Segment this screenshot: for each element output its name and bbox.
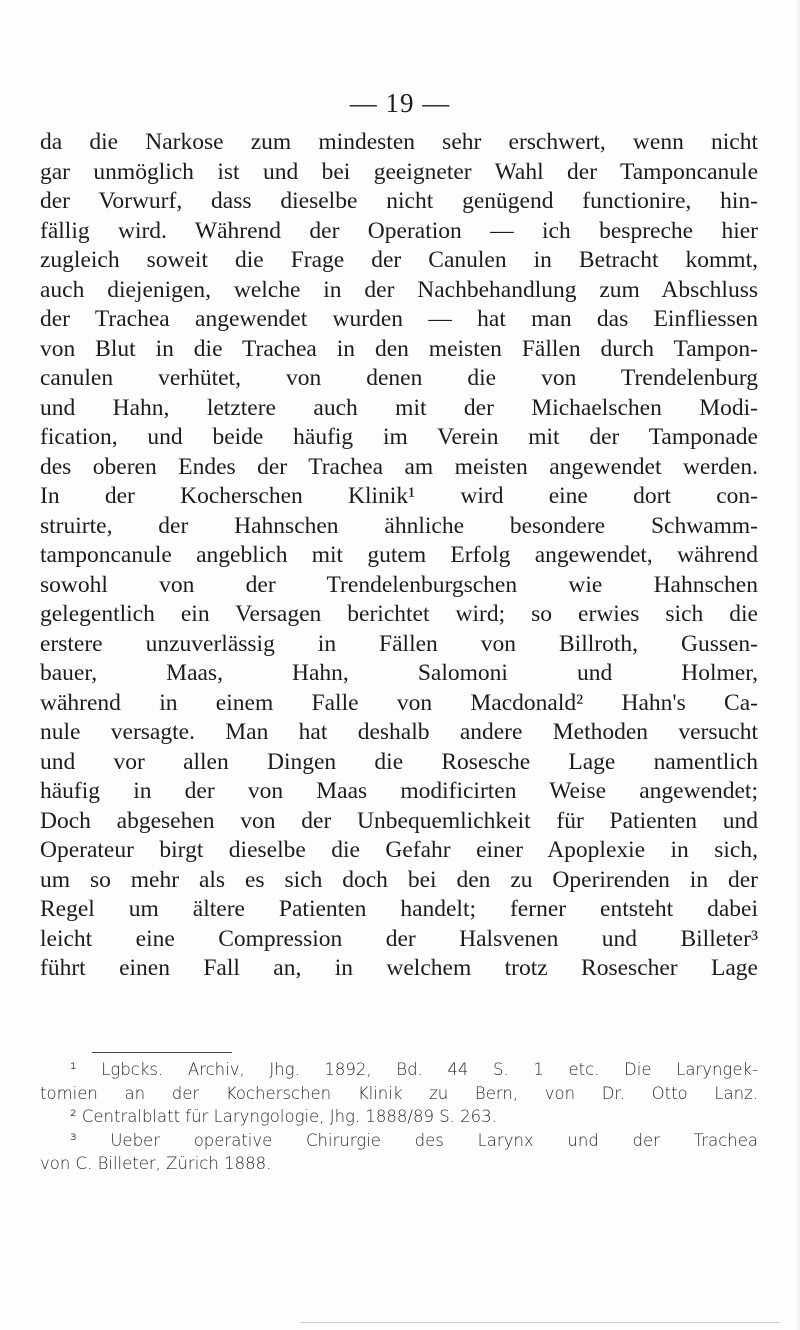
body-line: sowohl von der Trendelenburgschen wie Hahnschen xyxy=(40,571,758,598)
body-line: In der Kocherschen Klinik¹ wird eine dort con- xyxy=(40,483,758,509)
body-text xyxy=(40,128,758,984)
footnote-line: ¹ Lgbcks. Archiv, Jhg. 1892, Bd. 44 S. 1 etc. Die Laryngek- xyxy=(70,1060,758,1079)
body-line: canulen verhütet, von denen die von Trendelenburg xyxy=(40,365,758,391)
body-line: Operateur birgt dieselbe die Gefahr einer Apoplexie in sich, xyxy=(40,837,758,863)
body-line: leicht eine Compression der Halsvenen und Billeter³ xyxy=(40,925,758,952)
body-line: und Hahn, letztere auch mit der Michaelschen Modi- xyxy=(40,394,758,421)
footnote-line: von C. Billeter, Zürich 1888. xyxy=(40,1154,272,1173)
body-line: von Blut in die Trachea in den meisten Fällen durch Tampon- xyxy=(40,335,758,362)
body-line: nule versagte. Man hat deshalb andere Methoden versucht xyxy=(40,719,758,745)
footnote-line: tomien an der Kocherschen Klinik zu Bern, von Dr. Otto Lanz. xyxy=(40,1083,758,1103)
body-line: während in einem Falle von Macdonald² Hahn's Ca- xyxy=(40,689,758,716)
body-line: erstere unzuverlässig in Fällen von Billroth, Gussen- xyxy=(40,630,758,657)
scan-bottom-line xyxy=(300,1322,780,1323)
footnote-separator xyxy=(92,1052,232,1053)
body-line: bauer, Maas, Hahn, Salomoni und Holmer, xyxy=(40,660,758,686)
body-line: gelegentlich ein Versagen berichtet wird; so erwies sich die xyxy=(40,601,758,627)
body-line: und vor allen Dingen die Rosesche Lage namentlich xyxy=(40,748,758,775)
body-line: tamponcanule angeblich mit gutem Erfolg angewendet, während xyxy=(40,542,758,568)
body-line: des oberen Endes der Trachea am meisten angewendet werden. xyxy=(40,453,758,480)
body-line: struirte, der Hahnschen ähnliche besondere Schwamm- xyxy=(40,512,758,539)
page-edge-shadow xyxy=(794,0,800,1330)
body-line: fication, und beide häufig im Verein mit der Tamponade xyxy=(40,424,758,450)
footnote-line: ³ Ueber operative Chirurgie des Larynx und der Trachea xyxy=(70,1130,758,1150)
body-line: der Trachea angewendet wurden — hat man das Einfliessen xyxy=(40,306,758,332)
body-line: fällig wird. Während der Operation — ich bespreche hier xyxy=(40,217,758,244)
body-line: führt einen Fall an, in welchem trotz Rosescher Lage xyxy=(40,955,758,981)
body-line: um so mehr als es sich doch bei den zu Operirenden in der xyxy=(40,866,758,893)
body-line: Regel um ältere Patienten handelt; ferner entsteht dabei xyxy=(40,896,758,922)
footnotes xyxy=(40,1058,758,1176)
body-line: auch diejenigen, welche in der Nachbehandlung zum Abschluss xyxy=(40,276,758,303)
body-line: Doch abgesehen von der Unbequemlichkeit für Patienten und xyxy=(40,807,758,834)
footnote-line: ² Centralblatt für Laryngologie, Jhg. 1888/89 S. 263. xyxy=(70,1107,497,1126)
body-line: der Vorwurf, dass dieselbe nicht genügend functionire, hin- xyxy=(40,188,758,214)
page-number: — 19 — xyxy=(349,88,451,118)
body-line: häufig in der von Maas modificirten Weise angewendet; xyxy=(40,778,758,804)
body-line: gar unmöglich ist und bei geeigneter Wahl der Tamponcanule xyxy=(40,158,758,185)
body-line: da die Narkose zum mindesten sehr erschwert, wenn nicht xyxy=(40,129,758,155)
body-line: zugleich soweit die Frage der Canulen in Betracht kommt, xyxy=(40,247,758,273)
